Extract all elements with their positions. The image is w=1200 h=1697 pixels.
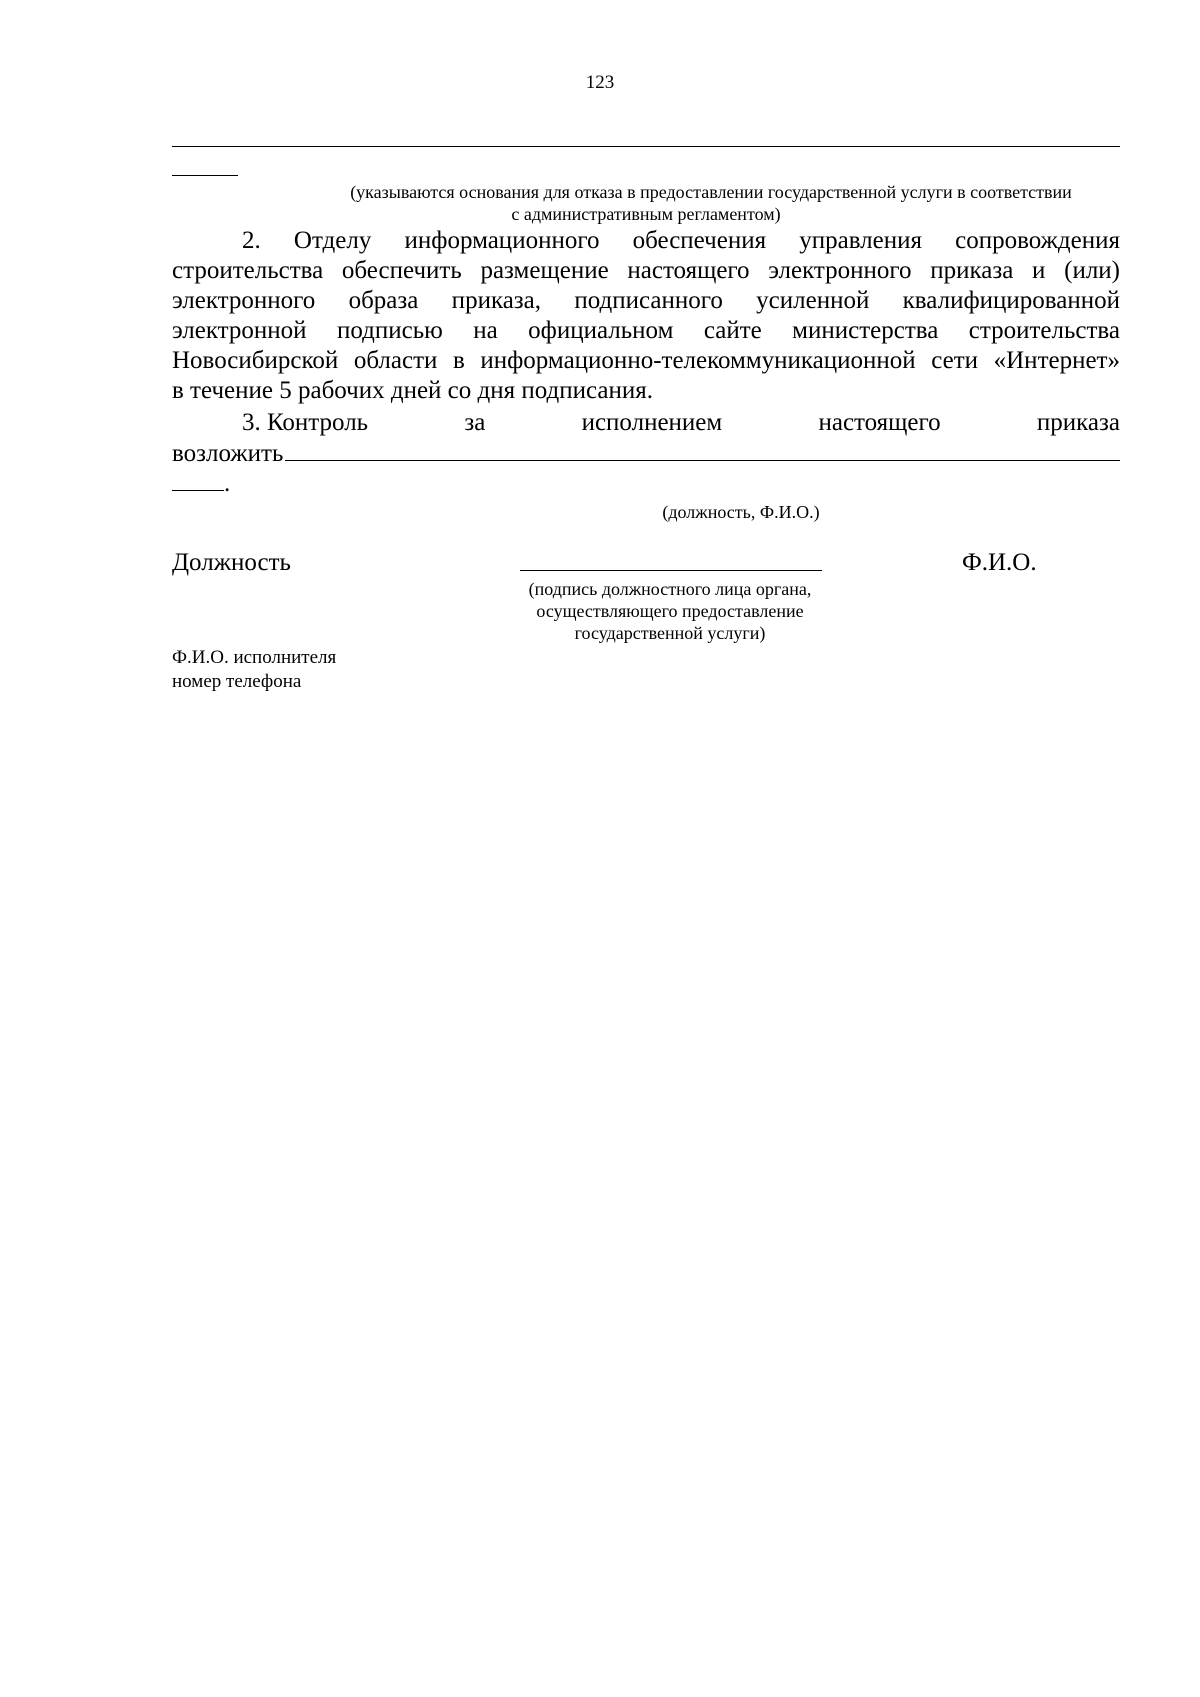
signature-fio: Ф.И.О. [962,549,1037,576]
signature-position-title: Должность [172,549,291,576]
paragraph-2 [172,226,1120,406]
paragraph-3-word-2: за [464,409,486,436]
paragraph-3-line2 [172,438,1120,469]
blank-line-responsible-tail [172,468,224,491]
paragraph-2-body: строительства обеспечить размещение настоящего электронного приказа и (или) электронного образа приказа, подписанного усиленной квалифицированной электронной подписью на официальном сайте министерства строительства Новосибирской области в информационно-телекоммуникационной сети «Интернет» [172,257,1120,374]
paragraph-3-line1 [242,408,1120,438]
signature-hint-line3: государственной услуги) [574,623,766,643]
position-hint-text: (должность, Ф.И.О.) [662,502,820,522]
blank-line-reasons-tail [172,175,238,176]
signature-line [520,570,822,571]
page-number: 123 [585,72,615,93]
signature-hint [475,578,865,644]
paragraph-2-first-line: 2. Отделу информационного обеспечения управления сопровождения [242,227,1120,254]
reasons-hint [172,181,1120,225]
paragraph-3-word-4: настоящего [818,409,941,436]
paragraph-3-word-5: приказа [1036,409,1120,436]
blank-line-responsible [285,438,1120,461]
position-hint [172,501,1120,523]
signature-hint-line2: осуществляющего предоставление [536,601,804,621]
paragraph-2-last-line: в течение 5 рабочих дней со дня подписания. [172,377,654,404]
paragraph-3-period: . [224,470,231,497]
executor-block [172,646,336,694]
signature-hint-line1: (подпись должностного лица органа, [528,579,812,599]
paragraph-3-word-1: 3. Контроль [242,409,369,436]
executor-phone-label: номер телефона [172,671,302,692]
paragraph-3-assign-label: возложить [172,440,284,467]
reasons-hint-line2: с административным регламентом) [511,204,781,224]
executor-name-label: Ф.И.О. исполнителя [172,647,337,668]
reasons-hint-line1: (указываются основания для отказа в предоставлении государственной услуги в соответствии [350,182,1072,202]
paragraph-3-line3 [172,468,230,499]
paragraph-3-word-3: исполнением [581,409,723,436]
blank-line-reasons [172,146,1120,147]
